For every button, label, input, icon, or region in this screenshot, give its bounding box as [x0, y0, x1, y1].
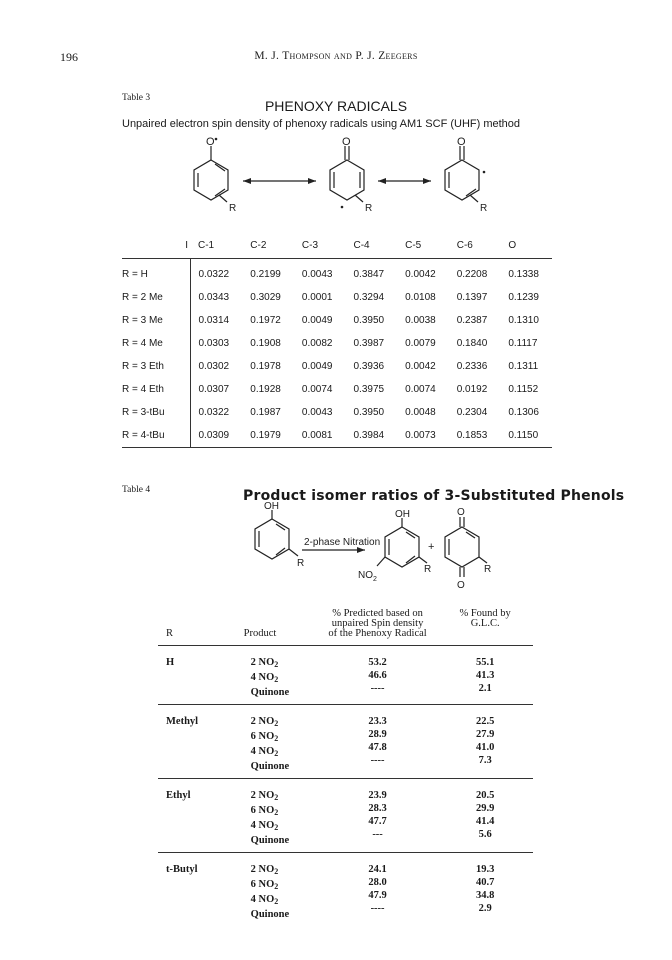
row-label: R = 4-tBu — [122, 424, 190, 448]
product-name: 2 $NO_2$ — [250, 716, 279, 728]
found-value: 2.1 — [478, 683, 492, 694]
found-cell — [437, 779, 533, 853]
running-head: M. J. Thompson and P. J. Zeegers — [254, 50, 418, 62]
product-cell — [243, 853, 318, 927]
substituent-label: Ethyl — [166, 790, 191, 801]
table-row — [158, 853, 533, 927]
row-label: R = H — [122, 259, 190, 287]
predicted-value: 28.9 — [368, 729, 387, 740]
ring1-r-label: R — [229, 203, 237, 214]
found-value: 41.0 — [475, 742, 495, 753]
spin-density-cell: 0.0043 — [301, 269, 333, 280]
spin-density-cell: 0.1239 — [508, 292, 539, 303]
product-r-label: R — [424, 564, 432, 575]
spin-density-cell: 0.3936 — [353, 361, 385, 372]
quinone-r-label: R — [484, 564, 492, 575]
spin-density-cell: 0.0074 — [301, 384, 333, 395]
found-value: 7.3 — [478, 755, 492, 766]
substituent-label: Methyl — [166, 716, 199, 727]
substituent-group — [158, 779, 533, 853]
isomer-ratio-table — [158, 608, 533, 926]
found-value: 40.7 — [475, 877, 495, 888]
spin-density-cell: 0.0343 — [198, 292, 230, 303]
row-label: R = 4 Eth — [122, 378, 190, 401]
column-header: C-5 — [405, 240, 422, 251]
found-value: 22.5 — [475, 716, 495, 727]
predicted-cell — [318, 779, 437, 853]
spin-density-cell: 0.0309 — [190, 424, 242, 448]
spin-density-cell: 0.3950 — [353, 315, 385, 326]
spin-density-cell: 0.1987 — [250, 407, 281, 418]
product-name: 2 $NO_2$ — [250, 864, 279, 876]
spin-density-cell: 0.2304 — [456, 407, 488, 418]
predicted-cell — [318, 853, 437, 927]
column-header: O — [508, 240, 517, 251]
found-value: 5.6 — [478, 829, 492, 840]
spin-density-cell: 0.3950 — [353, 407, 385, 418]
spin-density-cell: 0.0001 — [301, 292, 333, 303]
product-name: 4 $NO_2$ — [250, 820, 279, 832]
plus-sign: + — [428, 541, 435, 553]
product-cell — [243, 779, 318, 853]
table4-label: Table 4 — [122, 485, 151, 495]
spin-density-cell: 0.0307 — [198, 384, 230, 395]
found-header: % Found by G.L.C. — [459, 608, 511, 629]
quinone-top-oxygen-label: O — [457, 507, 465, 518]
predicted-cell — [318, 705, 437, 779]
spin-density-cell: 0.2199 — [250, 269, 281, 280]
ring2-oxygen-label: O — [342, 136, 351, 148]
product-name: Quinone — [250, 835, 290, 846]
ring3-r-label: R — [480, 203, 488, 214]
spin-density-cell: 0.1338 — [508, 269, 539, 280]
spin-density-cell: 0.2387 — [456, 315, 488, 326]
table-row — [158, 779, 533, 853]
product-name: 6 $NO_2$ — [250, 879, 279, 891]
predicted-value: 46.6 — [368, 670, 387, 681]
spin-density-cell: 0.3029 — [250, 292, 281, 303]
spin-density-cell: 0.0322 — [198, 269, 230, 280]
spin-density-cell: 0.0049 — [301, 315, 333, 326]
spin-density-cell: 0.0322 — [198, 407, 230, 418]
predicted-value: 28.3 — [368, 803, 387, 814]
column-header: C-1 — [198, 240, 215, 251]
spin-density-cell: 0.0049 — [301, 361, 333, 372]
product-cell — [243, 646, 318, 705]
predicted-value: 23.9 — [368, 790, 387, 801]
predicted-header: % Predicted based on unpaired Spin density of the Phenoxy Radical — [328, 608, 427, 639]
predicted-value: ---- — [370, 903, 385, 914]
spin-density-cell: 0.0081 — [294, 424, 346, 448]
spin-density-cell: 0.0043 — [301, 407, 333, 418]
spin-density-cell: 0.0079 — [405, 338, 436, 349]
predicted-value: 23.3 — [368, 716, 387, 727]
spin-density-cell: 0.0302 — [198, 361, 230, 372]
product-name: 4 $NO_2$ — [250, 672, 279, 684]
table4-title: Product isomer ratios of 3-Substituted Phenols — [243, 488, 625, 504]
product-header: Product — [243, 628, 277, 639]
found-value: 41.3 — [475, 670, 495, 681]
spin-density-cell: 0.0042 — [405, 269, 436, 280]
product-name: Quinone — [250, 761, 290, 772]
found-value: 19.3 — [475, 864, 495, 875]
spin-density-cell: 0.1117 — [508, 338, 538, 349]
spin-density-cell: 0.1978 — [250, 361, 281, 372]
column-header: C-3 — [301, 240, 319, 251]
spin-density-cell: 0.0038 — [405, 315, 436, 326]
spin-density-cell: 0.0042 — [405, 361, 436, 372]
product-name: 4 $NO_2$ — [250, 746, 279, 758]
product-name: 6 $NO_2$ — [250, 805, 279, 817]
predicted-value: 47.8 — [368, 742, 387, 753]
spin-density-cell: 0.0074 — [405, 384, 436, 395]
found-value: 2.9 — [478, 903, 492, 914]
table3-subtitle: Unpaired electron spin density of phenoxy radicals using AM1 SCF (UHF) method — [122, 118, 521, 130]
spin-density-cell: 0.1150 — [500, 424, 552, 448]
found-value: 29.9 — [475, 803, 495, 814]
column-header: C-4 — [353, 240, 370, 251]
predicted-value: 47.7 — [368, 816, 387, 827]
ring2-r-label: R — [365, 203, 373, 214]
found-value: 20.5 — [475, 790, 495, 801]
spin-density-cell: 0.1310 — [508, 315, 539, 326]
spin-density-cell: 0.1306 — [508, 407, 539, 418]
predicted-value: ---- — [370, 683, 385, 694]
product-no2-label: $NO_2$ — [358, 570, 377, 583]
column-header: C-2 — [250, 240, 267, 251]
row-label: R = 2 Me — [122, 286, 190, 309]
predicted-value: 47.9 — [368, 890, 387, 901]
found-cell — [437, 705, 533, 779]
product-cell — [243, 705, 318, 779]
table-row — [158, 646, 533, 705]
spin-density-cell: 0.1397 — [456, 292, 488, 303]
spin-density-cell: 0.1840 — [456, 338, 488, 349]
found-value: 55.1 — [475, 657, 495, 668]
spin-density-cell: 0.0082 — [301, 338, 333, 349]
predicted-value: 28.0 — [368, 877, 387, 888]
found-cell — [437, 853, 533, 927]
table3-title: PHENOXY RADICALS — [264, 98, 408, 114]
ring1-oxygen-label: O — [206, 136, 215, 148]
nitration-arrow-label: 2-phase Nitration — [304, 537, 381, 548]
spin-density-cell: 0.1979 — [242, 424, 294, 448]
product-oh-label: OH — [395, 509, 410, 520]
table3-label: Table 3 — [122, 93, 151, 103]
spin-density-cell: 0.3987 — [353, 338, 385, 349]
ring3-oxygen-label: O — [457, 136, 466, 148]
spin-density-cell: 0.3975 — [353, 384, 385, 395]
product-name: 6 $NO_2$ — [250, 731, 279, 743]
predicted-value: 53.2 — [368, 657, 387, 668]
spin-density-cell: 0.2208 — [456, 269, 488, 280]
substituent-group — [158, 705, 533, 779]
spin-density-cell: 0.1152 — [508, 384, 539, 395]
product-name: Quinone — [250, 687, 290, 698]
row-label: R = 4 Me — [122, 332, 190, 355]
spin-density-cell: 0.1908 — [250, 338, 281, 349]
spin-density-cell: 0.0303 — [198, 338, 230, 349]
reactant-r-label: R — [297, 558, 305, 569]
spin-density-cell: 0.3847 — [353, 269, 385, 280]
page-number: 196 — [60, 50, 78, 64]
spin-density-cell: 0.0073 — [397, 424, 449, 448]
product-name: 2 $NO_2$ — [250, 790, 279, 802]
product-name: Quinone — [250, 909, 290, 920]
spin-density-cell: 0.0048 — [405, 407, 436, 418]
reactant-oh-label: OH — [264, 501, 279, 512]
spin-density-cell: 0.0314 — [198, 315, 230, 326]
spin-density-cell: 0.1853 — [449, 424, 501, 448]
spin-density-cell: 0.0108 — [405, 292, 436, 303]
predicted-value: --- — [372, 829, 383, 840]
product-name: 4 $NO_2$ — [250, 894, 279, 906]
spin-density-cell: 0.3294 — [353, 292, 385, 303]
column-header: C-6 — [456, 240, 473, 251]
predicted-value: 24.1 — [368, 864, 387, 875]
substituent-label: H — [166, 657, 175, 668]
predicted-value: ---- — [370, 755, 385, 766]
quinone-bottom-oxygen-label: O — [457, 580, 465, 591]
substituent-group — [158, 646, 533, 705]
substituent-label: t-Butyl — [166, 864, 198, 875]
predicted-cell — [318, 646, 437, 705]
table-header-row — [158, 608, 533, 646]
spin-density-cell: 0.2336 — [456, 361, 488, 372]
substituent-group — [158, 853, 533, 927]
row-header-mark: I — [185, 240, 188, 251]
spin-density-cell: 0.3984 — [346, 424, 398, 448]
spin-density-cell: 0.1972 — [250, 315, 281, 326]
product-name: 2 $NO_2$ — [250, 657, 279, 669]
row-label: R = 3 Eth — [122, 355, 190, 378]
row-label: R = 3 Me — [122, 309, 190, 332]
r-header: R — [166, 628, 174, 639]
table-row — [158, 705, 533, 779]
row-label: R = 3-tBu — [122, 401, 190, 424]
spin-density-cell: 0.1311 — [508, 361, 539, 372]
found-value: 27.9 — [475, 729, 495, 740]
found-cell — [437, 646, 533, 705]
found-value: 41.4 — [475, 816, 495, 827]
found-value: 34.8 — [475, 890, 495, 901]
spin-density-cell: 0.0192 — [456, 384, 488, 395]
spin-density-cell: 0.1928 — [250, 384, 281, 395]
